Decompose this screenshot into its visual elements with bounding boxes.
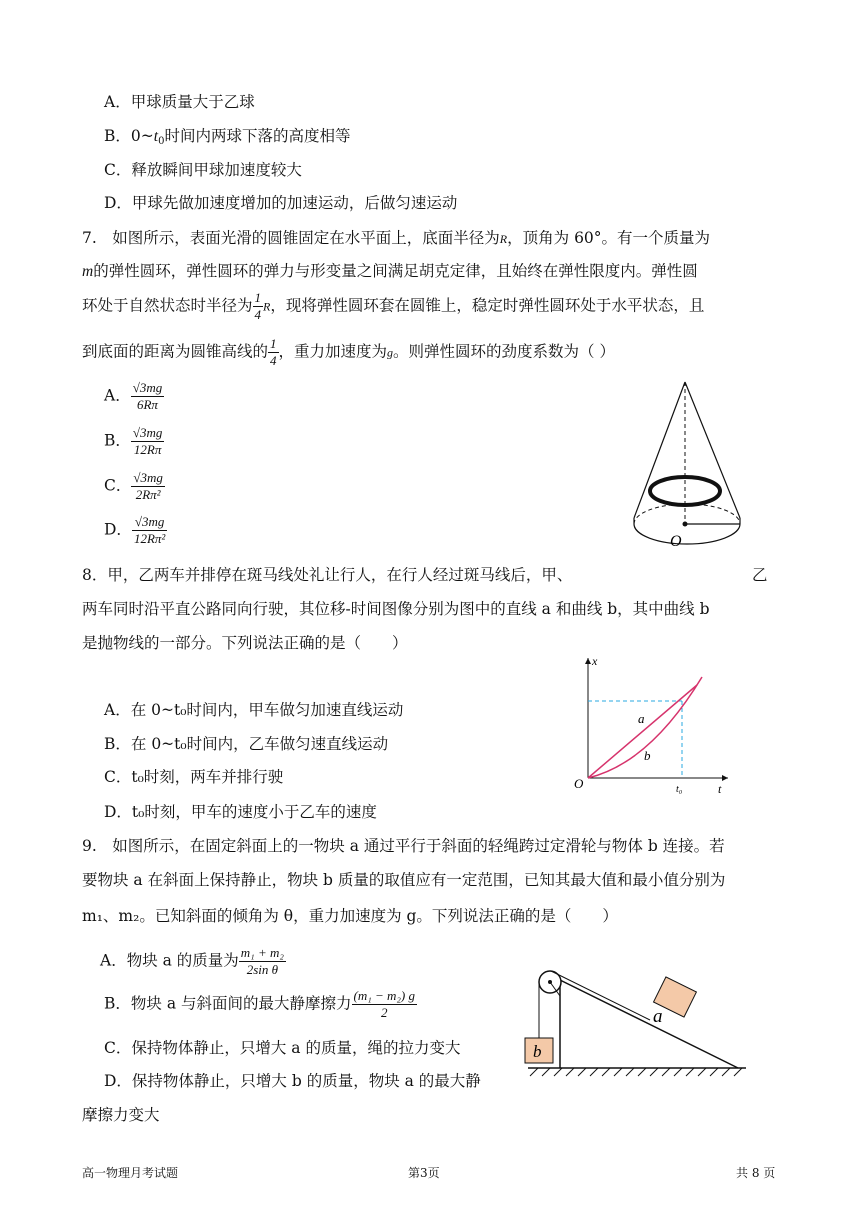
q7-line-3-post: ，现将弹性圆环套在圆锥上，稳定时弹性圆环处于水平状态，且	[270, 296, 705, 315]
option-label: D．	[104, 520, 132, 539]
frac-den: 4	[270, 353, 277, 368]
frac-den: 4	[254, 307, 262, 322]
q7-option-d	[104, 514, 167, 547]
q9-option-d-cont: 摩擦力变大	[82, 1106, 160, 1124]
frac-num: m₁ + m₂	[240, 945, 284, 960]
incline-surface	[560, 980, 738, 1068]
q7-line-1	[82, 226, 710, 248]
q9-option-b	[104, 988, 417, 1021]
footer-page: 第3页	[408, 1166, 440, 1180]
q7-line-1-post: ，顶角为 60°。有一个质量为	[507, 229, 711, 247]
q8-line-1-right: 乙	[752, 566, 768, 584]
q8-option-a: A．在 0~t₀时间内，甲车做匀加速直线运动	[104, 701, 404, 719]
t0-label: t₀	[676, 784, 683, 795]
q7-fraction-quarter	[253, 290, 264, 323]
q7-symbol-m: m	[82, 263, 94, 280]
footer-left: 高一物理月考试题	[82, 1166, 179, 1180]
label-a: a	[638, 711, 645, 726]
label-b: b	[644, 748, 651, 763]
q6-option-c: C．释放瞬间甲球加速度较大	[104, 161, 302, 179]
q7-line-3-pre: 环处于自然状态时半径为	[82, 296, 253, 315]
q9-line-3: m₁、m₂。已知斜面的倾角为 θ，重力加速度为 g。下列说法正确的是（ ）	[82, 907, 618, 925]
q8-line-3: 是抛物线的一部分。下列说法正确的是（ ）	[82, 634, 408, 652]
frac-num: √3mg	[132, 380, 163, 395]
q7-fraction-quarter	[268, 336, 279, 369]
ground-hatching	[530, 1068, 742, 1076]
q7-option-a	[104, 380, 164, 413]
frac-den: 2sin θ	[246, 962, 278, 977]
q7-option-b	[104, 425, 164, 458]
q7-line-4-post: 。则弹性圆环的劲度系数为（ ）	[393, 342, 615, 361]
frac-den: 2	[381, 1005, 388, 1020]
x-axis-label: x	[592, 654, 598, 668]
option-fraction	[132, 514, 167, 547]
q7-line-4	[82, 336, 615, 369]
cone-left-edge	[634, 382, 685, 518]
frac-den: 2Rπ²	[135, 487, 161, 502]
q8-line-2: 两车同时沿平直公路同向行驶，其位移-时间图像分别为图中的直线 a 和曲线 b，其中曲线 b	[82, 600, 710, 618]
option-text: A．物块 a 的质量为	[100, 951, 239, 970]
q9-line-1: 9. 如图所示，在固定斜面上的一物块 a 通过平行于斜面的轻绳跨过定滑轮与物体 b 连接。若	[82, 837, 725, 855]
option-label: C．	[104, 476, 132, 495]
q7-line-3	[82, 290, 704, 323]
cone-label-o: O	[670, 533, 682, 550]
cone-base-front	[634, 524, 740, 544]
q7-line-2-text: 的弹性圆环，弹性圆环的弹力与形变量之间满足胡克定律，且始终在弹性限度内。弹性圆	[93, 262, 698, 280]
option-label: B．	[104, 431, 131, 450]
frac-den: 12Rπ²	[133, 531, 166, 546]
rope-incline	[551, 971, 650, 1020]
frac-den: 12Rπ	[133, 442, 162, 457]
q8-option-c: C．t₀时刻，两车并排行驶	[104, 768, 284, 786]
q6-option-a: A．甲球质量大于乙球	[104, 93, 255, 111]
t-axis-label: t	[718, 782, 722, 796]
frac-num: √3mg	[132, 514, 167, 531]
frac-num: 1	[270, 336, 277, 351]
frac-num: 1	[254, 290, 262, 305]
incline-figure	[520, 958, 752, 1080]
origin-label: O	[574, 776, 584, 791]
q9-option-b-fraction	[352, 988, 418, 1021]
q7-line-2	[82, 259, 698, 281]
block-a-label: a	[653, 1006, 663, 1027]
block-b-label: b	[533, 1042, 542, 1061]
q7-option-c	[104, 470, 165, 503]
q7-line-1-pre: 7. 如图所示，表面光滑的圆锥固定在水平面上，底面半径为	[82, 229, 500, 247]
q9-option-a-fraction	[239, 945, 286, 978]
q9-line-2: 要物块 a 在斜面上保持静止，物块 b 质量的取值应有一定范围，已知其最大值和最小值分别为	[82, 871, 726, 889]
q6-option-b-prefix: B．0~	[104, 127, 154, 145]
frac-den: 6Rπ	[136, 397, 158, 412]
frac-num: (m₁ − m₂) g	[353, 988, 415, 1003]
cone-base-back	[634, 504, 740, 524]
q7-symbol-r: R	[499, 232, 508, 246]
frac-num: √3mg	[132, 425, 163, 440]
q7-symbol-g: g	[387, 345, 394, 360]
q9-option-d: D．保持物体静止，只增大 b 的质量，物块 a 的最大静	[104, 1072, 481, 1090]
q7-line-4-mid: ，重力加速度为	[278, 342, 388, 361]
option-label: A．	[104, 386, 131, 405]
option-fraction	[131, 425, 165, 458]
q8-option-d: D．t₀时刻，甲车的速度小于乙车的速度	[104, 803, 377, 821]
cone-figure	[620, 378, 770, 553]
option-fraction	[131, 380, 165, 413]
q6-option-b-t: t	[153, 128, 159, 145]
q7-line-4-pre: 到底面的距离为圆锥高线的	[82, 342, 269, 361]
xt-graph	[570, 653, 740, 798]
frac-num: √3mg	[133, 470, 163, 485]
center-point	[683, 522, 688, 527]
option-fraction	[131, 470, 165, 503]
q6-option-d: D．甲球先做加速度增加的加速运动，后做匀速运动	[104, 194, 458, 212]
line-a	[588, 685, 697, 778]
q9-option-c: C．保持物体静止，只增大 a 的质量，绳的拉力变大	[104, 1039, 461, 1057]
option-text: B．物块 a 与斜面间的最大静摩擦力	[104, 994, 352, 1013]
q6-option-b-text: 时间内两球下落的高度相等	[164, 127, 351, 145]
q8-line-1: 8．甲，乙两车并排停在斑马线处礼让行人，在行人经过斑马线后，甲、	[82, 566, 573, 584]
q7-symbol-r: R	[263, 299, 271, 314]
footer-total: 共 8 页	[736, 1166, 776, 1180]
q8-option-b: B．在 0~t₀时间内，乙车做匀速直线运动	[104, 735, 389, 753]
q9-option-a	[100, 945, 286, 978]
q6-option-b	[104, 124, 350, 147]
q6-option-b-sub: 0	[158, 136, 165, 147]
